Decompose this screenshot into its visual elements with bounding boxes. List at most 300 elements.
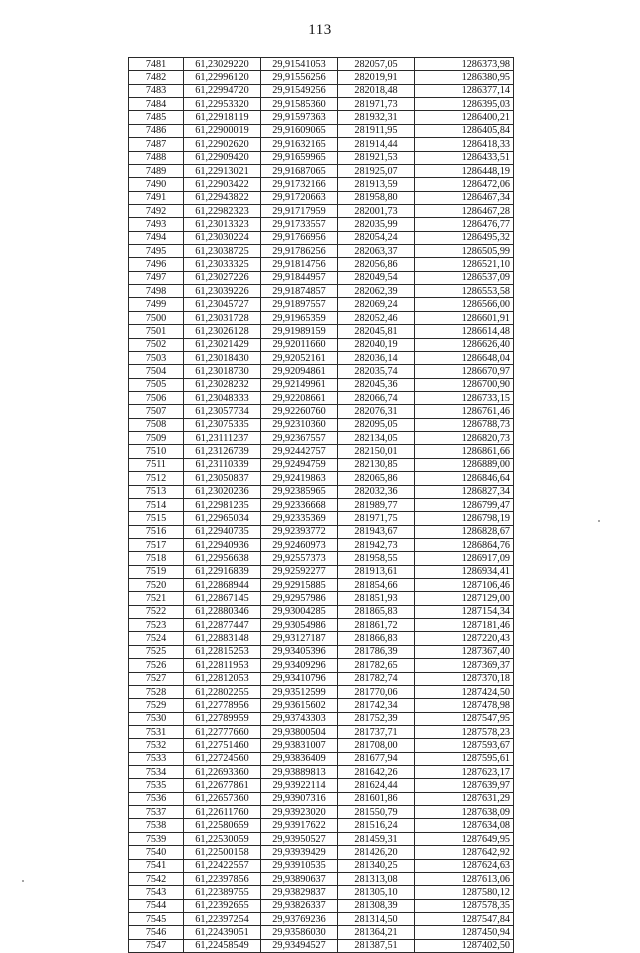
- point-number-cell: 7528: [129, 685, 184, 698]
- latitude-cell: 61,22500158: [184, 846, 261, 859]
- x-coordinate-cell: 281914,44: [338, 138, 415, 151]
- longitude-cell: 29,92335369: [261, 512, 338, 525]
- latitude-cell: 61,22458549: [184, 939, 261, 952]
- table-row: [129, 485, 514, 498]
- table-row: [129, 298, 514, 311]
- x-coordinate-cell: 281971,75: [338, 512, 415, 525]
- point-number-cell: 7486: [129, 124, 184, 137]
- x-coordinate-cell: 282036,14: [338, 351, 415, 364]
- latitude-cell: 61,22902620: [184, 138, 261, 151]
- longitude-cell: 29,91609065: [261, 124, 338, 137]
- latitude-cell: 61,23029220: [184, 58, 261, 71]
- latitude-cell: 61,22397856: [184, 872, 261, 885]
- longitude-cell: 29,92494759: [261, 458, 338, 471]
- latitude-cell: 61,22439051: [184, 926, 261, 939]
- x-coordinate-cell: 281308,39: [338, 899, 415, 912]
- point-number-cell: 7495: [129, 245, 184, 258]
- point-number-cell: 7490: [129, 178, 184, 191]
- point-number-cell: 7519: [129, 565, 184, 578]
- y-coordinate-cell: 1286626,40: [415, 338, 514, 351]
- latitude-cell: 61,22940936: [184, 538, 261, 551]
- x-coordinate-cell: 281737,71: [338, 725, 415, 738]
- table-row: [129, 538, 514, 551]
- point-number-cell: 7516: [129, 525, 184, 538]
- table-row: [129, 365, 514, 378]
- longitude-cell: 29,91989159: [261, 325, 338, 338]
- table-row: [129, 245, 514, 258]
- y-coordinate-cell: 1287580,12: [415, 886, 514, 899]
- longitude-cell: 29,92094861: [261, 365, 338, 378]
- point-number-cell: 7522: [129, 605, 184, 618]
- y-coordinate-cell: 1286799,47: [415, 498, 514, 511]
- y-coordinate-cell: 1286537,09: [415, 271, 514, 284]
- table-row: [129, 725, 514, 738]
- table-row: [129, 271, 514, 284]
- latitude-cell: 61,23045727: [184, 298, 261, 311]
- point-number-cell: 7527: [129, 672, 184, 685]
- y-coordinate-cell: 1286861,66: [415, 445, 514, 458]
- latitude-cell: 61,23075335: [184, 418, 261, 431]
- point-number-cell: 7544: [129, 899, 184, 912]
- y-coordinate-cell: 1286433,51: [415, 151, 514, 164]
- x-coordinate-cell: 281516,24: [338, 819, 415, 832]
- table-row: [129, 498, 514, 511]
- x-coordinate-cell: 281459,31: [338, 832, 415, 845]
- longitude-cell: 29,92385965: [261, 485, 338, 498]
- y-coordinate-cell: 1286380,95: [415, 71, 514, 84]
- table-row: [129, 378, 514, 391]
- table-row: [129, 859, 514, 872]
- table-row: [129, 418, 514, 431]
- longitude-cell: 29,92419863: [261, 472, 338, 485]
- latitude-cell: 61,22900019: [184, 124, 261, 137]
- table-row: [129, 913, 514, 926]
- y-coordinate-cell: 1287623,17: [415, 766, 514, 779]
- y-coordinate-cell: 1287613,06: [415, 872, 514, 885]
- x-coordinate-cell: 281782,74: [338, 672, 415, 685]
- table-row: [129, 164, 514, 177]
- table-row: [129, 338, 514, 351]
- table-row: [129, 458, 514, 471]
- y-coordinate-cell: 1287547,84: [415, 913, 514, 926]
- latitude-cell: 61,23030224: [184, 231, 261, 244]
- longitude-cell: 29,92011660: [261, 338, 338, 351]
- longitude-cell: 29,91659965: [261, 151, 338, 164]
- longitude-cell: 29,92367557: [261, 432, 338, 445]
- point-number-cell: 7501: [129, 325, 184, 338]
- point-number-cell: 7494: [129, 231, 184, 244]
- longitude-cell: 29,93769236: [261, 913, 338, 926]
- table-row: [129, 231, 514, 244]
- latitude-cell: 61,23018730: [184, 365, 261, 378]
- latitude-cell: 61,22802255: [184, 685, 261, 698]
- x-coordinate-cell: 281861,72: [338, 619, 415, 632]
- y-coordinate-cell: 1287370,18: [415, 672, 514, 685]
- table-row: [129, 619, 514, 632]
- scan-speck: [598, 520, 600, 522]
- x-coordinate-cell: 281601,86: [338, 792, 415, 805]
- x-coordinate-cell: 281911,95: [338, 124, 415, 137]
- y-coordinate-cell: 1286614,48: [415, 325, 514, 338]
- longitude-cell: 29,91733557: [261, 218, 338, 231]
- y-coordinate-cell: 1286476,77: [415, 218, 514, 231]
- longitude-cell: 29,93836409: [261, 752, 338, 765]
- point-number-cell: 7523: [129, 619, 184, 632]
- point-number-cell: 7514: [129, 498, 184, 511]
- coordinates-table: [128, 57, 514, 953]
- x-coordinate-cell: 282040,19: [338, 338, 415, 351]
- table-row: [129, 699, 514, 712]
- y-coordinate-cell: 1286377,14: [415, 84, 514, 97]
- latitude-cell: 61,22811953: [184, 659, 261, 672]
- longitude-cell: 29,91732166: [261, 178, 338, 191]
- latitude-cell: 61,22812053: [184, 672, 261, 685]
- y-coordinate-cell: 1286761,46: [415, 405, 514, 418]
- longitude-cell: 29,93004285: [261, 605, 338, 618]
- y-coordinate-cell: 1287634,08: [415, 819, 514, 832]
- latitude-cell: 61,22580659: [184, 819, 261, 832]
- table-row: [129, 592, 514, 605]
- point-number-cell: 7485: [129, 111, 184, 124]
- point-number-cell: 7529: [129, 699, 184, 712]
- y-coordinate-cell: 1287639,97: [415, 779, 514, 792]
- table-row: [129, 846, 514, 859]
- x-coordinate-cell: 282076,31: [338, 405, 415, 418]
- y-coordinate-cell: 1287129,00: [415, 592, 514, 605]
- point-number-cell: 7536: [129, 792, 184, 805]
- point-number-cell: 7505: [129, 378, 184, 391]
- y-coordinate-cell: 1286395,03: [415, 98, 514, 111]
- longitude-cell: 29,93907316: [261, 792, 338, 805]
- table-row: [129, 98, 514, 111]
- latitude-cell: 61,22953320: [184, 98, 261, 111]
- latitude-cell: 61,22392655: [184, 899, 261, 912]
- x-coordinate-cell: 282035,99: [338, 218, 415, 231]
- x-coordinate-cell: 281752,39: [338, 712, 415, 725]
- point-number-cell: 7512: [129, 472, 184, 485]
- table-row: [129, 178, 514, 191]
- longitude-cell: 29,93743303: [261, 712, 338, 725]
- y-coordinate-cell: 1286670,97: [415, 365, 514, 378]
- latitude-cell: 61,23018430: [184, 351, 261, 364]
- x-coordinate-cell: 281426,20: [338, 846, 415, 859]
- table-row: [129, 138, 514, 151]
- longitude-cell: 29,91874857: [261, 285, 338, 298]
- x-coordinate-cell: 281550,79: [338, 806, 415, 819]
- longitude-cell: 29,93917622: [261, 819, 338, 832]
- x-coordinate-cell: 281340,25: [338, 859, 415, 872]
- x-coordinate-cell: 281677,94: [338, 752, 415, 765]
- latitude-cell: 61,23020236: [184, 485, 261, 498]
- longitude-cell: 29,91717959: [261, 204, 338, 217]
- x-coordinate-cell: 282045,36: [338, 378, 415, 391]
- longitude-cell: 29,92052161: [261, 351, 338, 364]
- x-coordinate-cell: 281943,67: [338, 525, 415, 538]
- point-number-cell: 7489: [129, 164, 184, 177]
- table-row: [129, 565, 514, 578]
- table-row: [129, 512, 514, 525]
- point-number-cell: 7506: [129, 391, 184, 404]
- point-number-cell: 7531: [129, 725, 184, 738]
- longitude-cell: 29,93829837: [261, 886, 338, 899]
- table-row: [129, 472, 514, 485]
- y-coordinate-cell: 1287624,63: [415, 859, 514, 872]
- latitude-cell: 61,23028232: [184, 378, 261, 391]
- x-coordinate-cell: 281314,50: [338, 913, 415, 926]
- y-coordinate-cell: 1286846,64: [415, 472, 514, 485]
- y-coordinate-cell: 1287642,92: [415, 846, 514, 859]
- longitude-cell: 29,93910535: [261, 859, 338, 872]
- longitude-cell: 29,93127187: [261, 632, 338, 645]
- point-number-cell: 7538: [129, 819, 184, 832]
- table-row: [129, 792, 514, 805]
- latitude-cell: 61,22693360: [184, 766, 261, 779]
- y-coordinate-cell: 1286798,19: [415, 512, 514, 525]
- point-number-cell: 7530: [129, 712, 184, 725]
- latitude-cell: 61,22422557: [184, 859, 261, 872]
- latitude-cell: 61,23126739: [184, 445, 261, 458]
- x-coordinate-cell: 281708,00: [338, 739, 415, 752]
- y-coordinate-cell: 1286827,34: [415, 485, 514, 498]
- point-number-cell: 7546: [129, 926, 184, 939]
- longitude-cell: 29,91786256: [261, 245, 338, 258]
- point-number-cell: 7521: [129, 592, 184, 605]
- y-coordinate-cell: 1287402,50: [415, 939, 514, 952]
- x-coordinate-cell: 282130,85: [338, 458, 415, 471]
- latitude-cell: 61,22657360: [184, 792, 261, 805]
- latitude-cell: 61,22815253: [184, 645, 261, 658]
- x-coordinate-cell: 281313,08: [338, 872, 415, 885]
- latitude-cell: 61,22751460: [184, 739, 261, 752]
- y-coordinate-cell: 1286553,58: [415, 285, 514, 298]
- y-coordinate-cell: 1286418,33: [415, 138, 514, 151]
- scan-speck: [22, 880, 24, 882]
- y-coordinate-cell: 1287367,40: [415, 645, 514, 658]
- x-coordinate-cell: 282018,48: [338, 84, 415, 97]
- y-coordinate-cell: 1286467,34: [415, 191, 514, 204]
- table-row: [129, 58, 514, 71]
- latitude-cell: 61,23021429: [184, 338, 261, 351]
- y-coordinate-cell: 1286521,10: [415, 258, 514, 271]
- y-coordinate-cell: 1286467,28: [415, 204, 514, 217]
- point-number-cell: 7547: [129, 939, 184, 952]
- y-coordinate-cell: 1287578,23: [415, 725, 514, 738]
- latitude-cell: 61,22913021: [184, 164, 261, 177]
- longitude-cell: 29,92915885: [261, 579, 338, 592]
- y-coordinate-cell: 1286889,00: [415, 458, 514, 471]
- latitude-cell: 61,22994720: [184, 84, 261, 97]
- y-coordinate-cell: 1286373,98: [415, 58, 514, 71]
- point-number-cell: 7542: [129, 872, 184, 885]
- point-number-cell: 7545: [129, 913, 184, 926]
- y-coordinate-cell: 1287595,61: [415, 752, 514, 765]
- y-coordinate-cell: 1286648,04: [415, 351, 514, 364]
- x-coordinate-cell: 281786,39: [338, 645, 415, 658]
- longitude-cell: 29,92442757: [261, 445, 338, 458]
- x-coordinate-cell: 281642,26: [338, 766, 415, 779]
- x-coordinate-cell: 281770,06: [338, 685, 415, 698]
- x-coordinate-cell: 282035,74: [338, 365, 415, 378]
- point-number-cell: 7503: [129, 351, 184, 364]
- y-coordinate-cell: 1287181,46: [415, 619, 514, 632]
- latitude-cell: 61,22880346: [184, 605, 261, 618]
- latitude-cell: 61,22868944: [184, 579, 261, 592]
- table-row: [129, 832, 514, 845]
- table-row: [129, 659, 514, 672]
- table-row: [129, 766, 514, 779]
- table-row: [129, 111, 514, 124]
- table-row: [129, 204, 514, 217]
- table-row: [129, 739, 514, 752]
- y-coordinate-cell: 1287578,35: [415, 899, 514, 912]
- x-coordinate-cell: 281742,34: [338, 699, 415, 712]
- y-coordinate-cell: 1286820,73: [415, 432, 514, 445]
- point-number-cell: 7491: [129, 191, 184, 204]
- latitude-cell: 61,22981235: [184, 498, 261, 511]
- x-coordinate-cell: 282065,86: [338, 472, 415, 485]
- x-coordinate-cell: 281624,44: [338, 779, 415, 792]
- table-row: [129, 218, 514, 231]
- longitude-cell: 29,91549256: [261, 84, 338, 97]
- longitude-cell: 29,93512599: [261, 685, 338, 698]
- longitude-cell: 29,93922114: [261, 779, 338, 792]
- latitude-cell: 61,23027226: [184, 271, 261, 284]
- point-number-cell: 7492: [129, 204, 184, 217]
- point-number-cell: 7517: [129, 538, 184, 551]
- table-row: [129, 405, 514, 418]
- longitude-cell: 29,93800504: [261, 725, 338, 738]
- longitude-cell: 29,92208661: [261, 391, 338, 404]
- table-row: [129, 258, 514, 271]
- latitude-cell: 61,23039226: [184, 285, 261, 298]
- table-row: [129, 325, 514, 338]
- y-coordinate-cell: 1287450,94: [415, 926, 514, 939]
- table-row: [129, 525, 514, 538]
- x-coordinate-cell: 281305,10: [338, 886, 415, 899]
- point-number-cell: 7533: [129, 752, 184, 765]
- x-coordinate-cell: 281854,66: [338, 579, 415, 592]
- x-coordinate-cell: 282062,39: [338, 285, 415, 298]
- x-coordinate-cell: 281958,55: [338, 552, 415, 565]
- x-coordinate-cell: 282056,86: [338, 258, 415, 271]
- point-number-cell: 7496: [129, 258, 184, 271]
- y-coordinate-cell: 1287547,95: [415, 712, 514, 725]
- page-number: 113: [308, 22, 332, 38]
- point-number-cell: 7502: [129, 338, 184, 351]
- y-coordinate-cell: 1287478,98: [415, 699, 514, 712]
- y-coordinate-cell: 1287154,34: [415, 605, 514, 618]
- point-number-cell: 7482: [129, 71, 184, 84]
- longitude-cell: 29,93409296: [261, 659, 338, 672]
- x-coordinate-cell: 281851,93: [338, 592, 415, 605]
- x-coordinate-cell: 281989,77: [338, 498, 415, 511]
- longitude-cell: 29,91720663: [261, 191, 338, 204]
- longitude-cell: 29,92393772: [261, 525, 338, 538]
- point-number-cell: 7525: [129, 645, 184, 658]
- table-row: [129, 779, 514, 792]
- latitude-cell: 61,22996120: [184, 71, 261, 84]
- table-row: [129, 899, 514, 912]
- x-coordinate-cell: 281913,59: [338, 178, 415, 191]
- latitude-cell: 61,22943822: [184, 191, 261, 204]
- table-row: [129, 151, 514, 164]
- longitude-cell: 29,92336668: [261, 498, 338, 511]
- point-number-cell: 7509: [129, 432, 184, 445]
- point-number-cell: 7504: [129, 365, 184, 378]
- point-number-cell: 7515: [129, 512, 184, 525]
- latitude-cell: 61,22918119: [184, 111, 261, 124]
- y-coordinate-cell: 1287106,46: [415, 579, 514, 592]
- longitude-cell: 29,93586030: [261, 926, 338, 939]
- x-coordinate-cell: 281913,61: [338, 565, 415, 578]
- point-number-cell: 7488: [129, 151, 184, 164]
- x-coordinate-cell: 281971,73: [338, 98, 415, 111]
- coordinates-table-body: [129, 58, 514, 953]
- table-row: [129, 886, 514, 899]
- x-coordinate-cell: 281782,65: [338, 659, 415, 672]
- latitude-cell: 61,23031728: [184, 311, 261, 324]
- y-coordinate-cell: 1286566,00: [415, 298, 514, 311]
- table-row: [129, 806, 514, 819]
- x-coordinate-cell: 281364,21: [338, 926, 415, 939]
- latitude-cell: 61,22397254: [184, 913, 261, 926]
- table-row: [129, 552, 514, 565]
- longitude-cell: 29,91687065: [261, 164, 338, 177]
- latitude-cell: 61,22724560: [184, 752, 261, 765]
- longitude-cell: 29,93615602: [261, 699, 338, 712]
- x-coordinate-cell: 281932,31: [338, 111, 415, 124]
- y-coordinate-cell: 1287649,95: [415, 832, 514, 845]
- x-coordinate-cell: 281958,80: [338, 191, 415, 204]
- longitude-cell: 29,93923020: [261, 806, 338, 819]
- table-row: [129, 285, 514, 298]
- x-coordinate-cell: 282045,81: [338, 325, 415, 338]
- longitude-cell: 29,93054986: [261, 619, 338, 632]
- latitude-cell: 61,22982323: [184, 204, 261, 217]
- latitude-cell: 61,22777660: [184, 725, 261, 738]
- x-coordinate-cell: 281921,53: [338, 151, 415, 164]
- table-row: [129, 432, 514, 445]
- longitude-cell: 29,91814756: [261, 258, 338, 271]
- x-coordinate-cell: 282001,73: [338, 204, 415, 217]
- point-number-cell: 7510: [129, 445, 184, 458]
- longitude-cell: 29,93826337: [261, 899, 338, 912]
- x-coordinate-cell: 281925,07: [338, 164, 415, 177]
- longitude-cell: 29,93950527: [261, 832, 338, 845]
- latitude-cell: 61,22903422: [184, 178, 261, 191]
- longitude-cell: 29,91585360: [261, 98, 338, 111]
- longitude-cell: 29,93939429: [261, 846, 338, 859]
- y-coordinate-cell: 1287424,50: [415, 685, 514, 698]
- longitude-cell: 29,93890637: [261, 872, 338, 885]
- longitude-cell: 29,91766956: [261, 231, 338, 244]
- x-coordinate-cell: 282052,46: [338, 311, 415, 324]
- point-number-cell: 7535: [129, 779, 184, 792]
- table-row: [129, 672, 514, 685]
- table-row: [129, 872, 514, 885]
- x-coordinate-cell: 282150,01: [338, 445, 415, 458]
- x-coordinate-cell: 282095,05: [338, 418, 415, 431]
- longitude-cell: 29,91556256: [261, 71, 338, 84]
- x-coordinate-cell: 282063,37: [338, 245, 415, 258]
- point-number-cell: 7541: [129, 859, 184, 872]
- longitude-cell: 29,93405396: [261, 645, 338, 658]
- longitude-cell: 29,92557373: [261, 552, 338, 565]
- latitude-cell: 61,23048333: [184, 391, 261, 404]
- y-coordinate-cell: 1287220,43: [415, 632, 514, 645]
- x-coordinate-cell: 282069,24: [338, 298, 415, 311]
- y-coordinate-cell: 1286405,84: [415, 124, 514, 137]
